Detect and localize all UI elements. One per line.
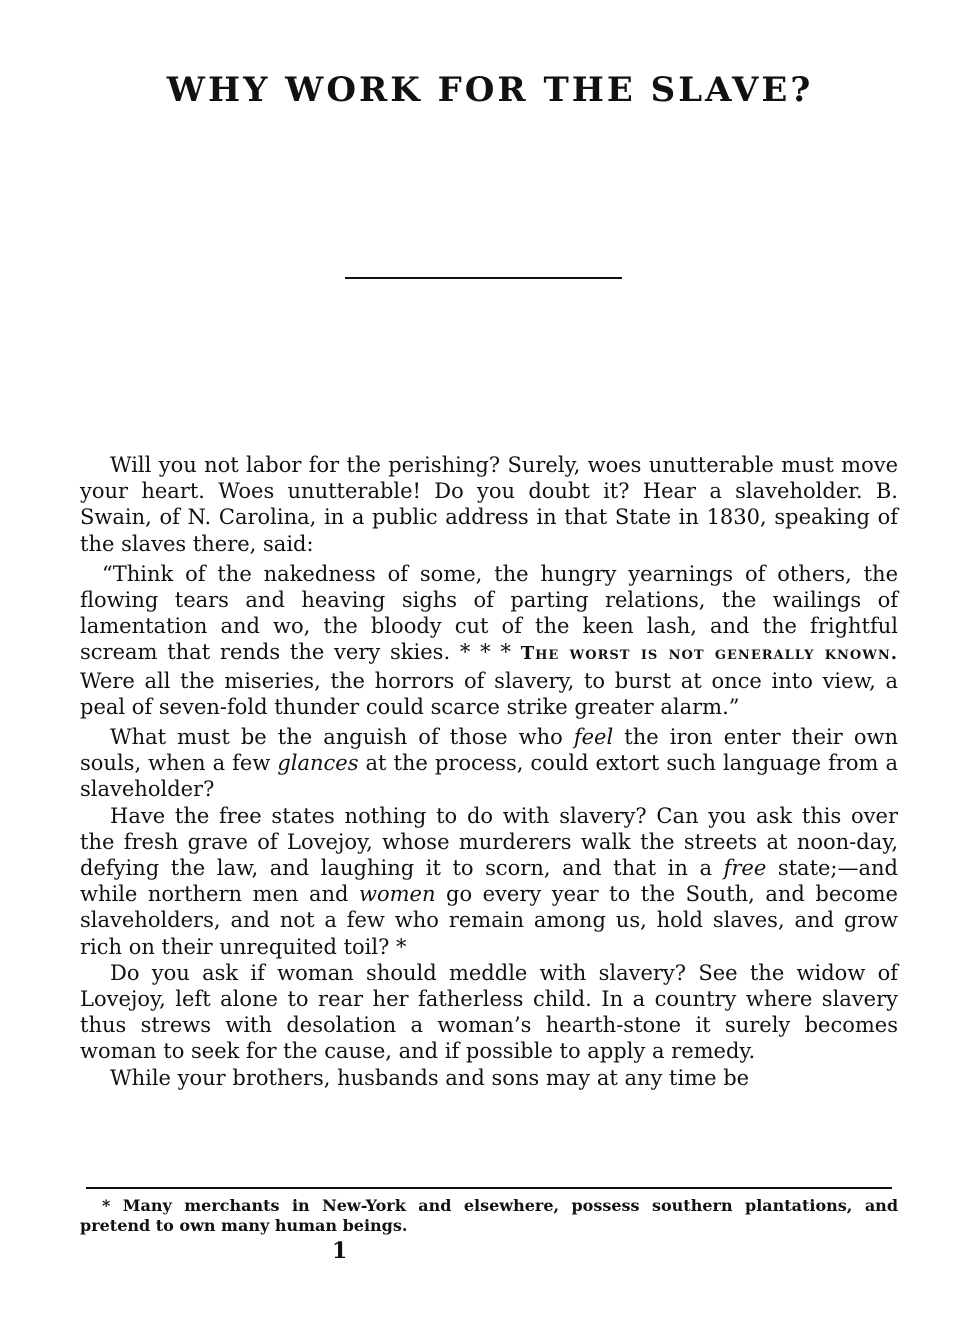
- paragraph-4-text-a: Have the free states nothing to do with slavery? Can you ask this over the fresh grave of Lovejoy, whose murderers walk the streets at noon-day, defying the law, and laughing it to scorn, and that in a: [80, 803, 898, 881]
- page-number: 1: [332, 1238, 348, 1264]
- paragraph-5: Do you ask if woman should meddle with slavery? See the widow of Lovejoy, left alone to rear her fatherless child. In a country where slavery thus strews with desolation a woman’s hearth-stone it surely becomes woman to seek for the cause, and if possible to apply a remedy.: [80, 960, 898, 1064]
- body-text: [80, 452, 898, 1091]
- title-divider: [345, 277, 622, 279]
- paragraph-3-text-c: at the process, could extort such language from a slaveholder?: [80, 751, 898, 802]
- paragraph-4-text-b: state;—and while northern men and: [80, 856, 898, 907]
- quote-paragraph: [80, 561, 898, 720]
- paragraph-3-text-a: What must be the anguish of those who: [110, 725, 563, 750]
- emphasis-women: women: [358, 882, 436, 907]
- page-title: WHY WORK FOR THE SLAVE?: [166, 70, 814, 110]
- footnote: * Many merchants in New-York and elsewhere, possess southern plantations, and pretend to own many human beings.: [80, 1196, 898, 1235]
- paragraph-3: [80, 724, 898, 803]
- quote-text-1: “Think of the nakedness of some, the hungry yearnings of others, the flowing tears and heaving sighs of parting relations, the wailings of lamentation and wo, the bloody cut of the keen lash, and the frightful scream that rends the very skies. * * *: [80, 561, 898, 665]
- paragraph-4: [80, 803, 898, 960]
- emphasis-feel: feel: [573, 725, 614, 750]
- paragraph-1: Will you not labor for the perishing? Surely, woes unutterable must move your heart. Woes unutterable! Do you doubt it? Hear a slaveholder. B. Swain, of N. Carolina, in a public address in that State in 1830, speaking of the slaves there, said:: [80, 453, 898, 556]
- paragraph-4-text-c: go every year to the South, and become slaveholders, and not a few who remain among us, hold slaves, and grow rich on their unrequited toil? *: [80, 882, 898, 959]
- paragraph-3-text-b: the iron enter their own souls, when a few: [80, 725, 898, 776]
- emphasis-free: free: [723, 856, 767, 881]
- quote-text-2: Were all the miseries, the horrors of slavery, to burst at once into view, a peal of seven-fold thunder could scarce strike greater alarm.”: [80, 668, 898, 719]
- paragraph-6: While your brothers, husbands and sons may at any time be: [110, 1065, 750, 1090]
- footnote-divider: [86, 1187, 892, 1189]
- quote-small-caps: The worst is not generally known.: [520, 643, 898, 665]
- emphasis-glances: glances: [277, 751, 359, 776]
